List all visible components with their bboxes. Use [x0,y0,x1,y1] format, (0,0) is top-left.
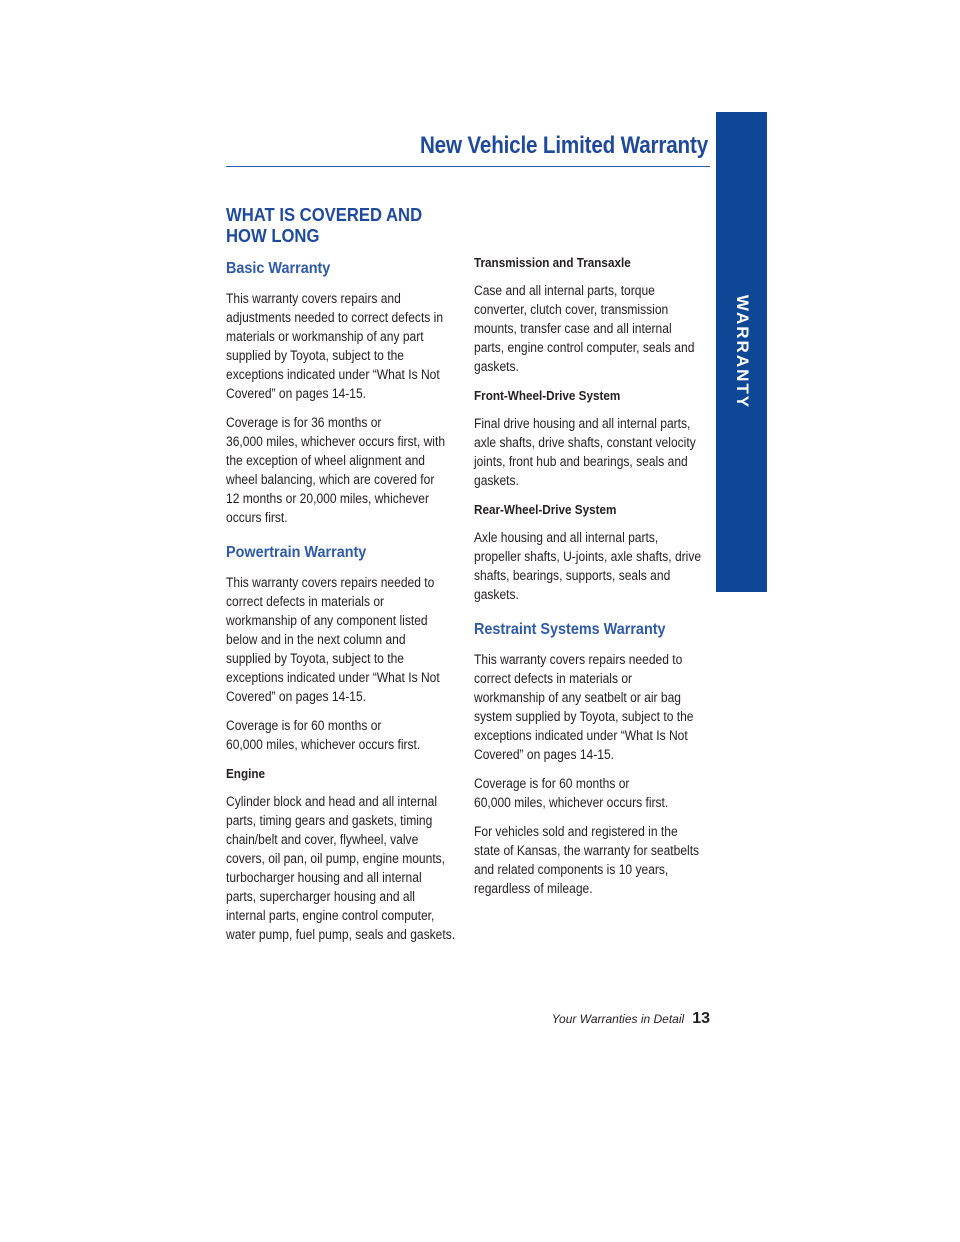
powertrain-warranty-heading: Powertrain Warranty [226,544,367,561]
basic-warranty-paragraph-2: Coverage is for 36 months or 36,000 miles, whichever occurs first, with the exception of wheel alignment and wheel balancing, which are covered for 12 months or 20,000 miles, whichever occurs first. [226,415,446,525]
powertrain-warranty-paragraph-1: This warranty covers repairs needed to correct defects in materials or workmanship of any component listed below and in the next column and supplied by Toyota, subject to the exceptions indicated under “What Is Not Covered” on pages 14-15. [226,575,440,704]
page-footer [552,1010,710,1028]
transmission-heading: Transmission and Transaxle [474,255,631,270]
basic-warranty-paragraph-1: This warranty covers repairs and adjustments needed to correct defects in materials or workmanship of any part supplied by Toyota, subject to the exceptions indicated under “What Is Not Covered” on pages 14-15. [226,291,444,401]
basic-warranty-heading: Basic Warranty [226,260,331,277]
restraint-paragraph-1: This warranty covers repairs needed to correct defects in materials or workmanship of any seatbelt or air bag system supplied by Toyota, subject to the exceptions indicated under “What Is Not Covered” on pages 14-15. [474,652,694,762]
footer-section-name: Your Warranties in Detail [551,1012,685,1026]
transmission-paragraph: Case and all internal parts, torque converter, clutch cover, transmission mounts, transfer case and all internal parts, engine control computer, seals and gaskets. [474,283,695,374]
page-title: New Vehicle Limited Warranty [419,132,708,159]
main-heading: WHAT IS COVERED AND HOW LONG [226,204,423,246]
page-number: 13 [692,1010,710,1027]
rear-wheel-drive-heading: Rear-Wheel-Drive System [474,502,617,517]
left-column [226,204,462,954]
section-tab [716,112,767,592]
right-column [474,253,710,908]
front-wheel-drive-paragraph: Final drive housing and all internal parts, axle shafts, drive shafts, constant velocity joints, front hub and bearings, seals and gaskets. [474,416,696,488]
restraint-systems-heading: Restraint Systems Warranty [474,621,666,638]
powertrain-warranty-paragraph-2: Coverage is for 60 months or 60,000 miles, whichever occurs first. [226,718,421,752]
restraint-paragraph-3: For vehicles sold and registered in the state of Kansas, the warranty for seatbelts and related components is 10 years, regardless of mileage. [474,824,700,896]
front-wheel-drive-heading: Front-Wheel-Drive System [474,388,621,403]
rear-wheel-drive-paragraph: Axle housing and all internal parts, propeller shafts, U-joints, axle shafts, drive shafts, bearings, supports, seals and gaskets. [474,530,702,602]
engine-heading: Engine [226,766,266,781]
header-divider [226,166,710,167]
engine-paragraph: Cylinder block and head and all internal parts, timing gears and gaskets, timing chain/belt and cover, flywheel, valve covers, oil pan, oil pump, engine mounts, turbocharger housing and all internal parts, supercharger housing and all internal parts, engine control computer, water pump, fuel pump, seals and gaskets. [226,794,456,942]
restraint-paragraph-2: Coverage is for 60 months or 60,000 miles, whichever occurs first. [474,776,669,810]
section-tab-label: WARRANTY [732,294,752,410]
